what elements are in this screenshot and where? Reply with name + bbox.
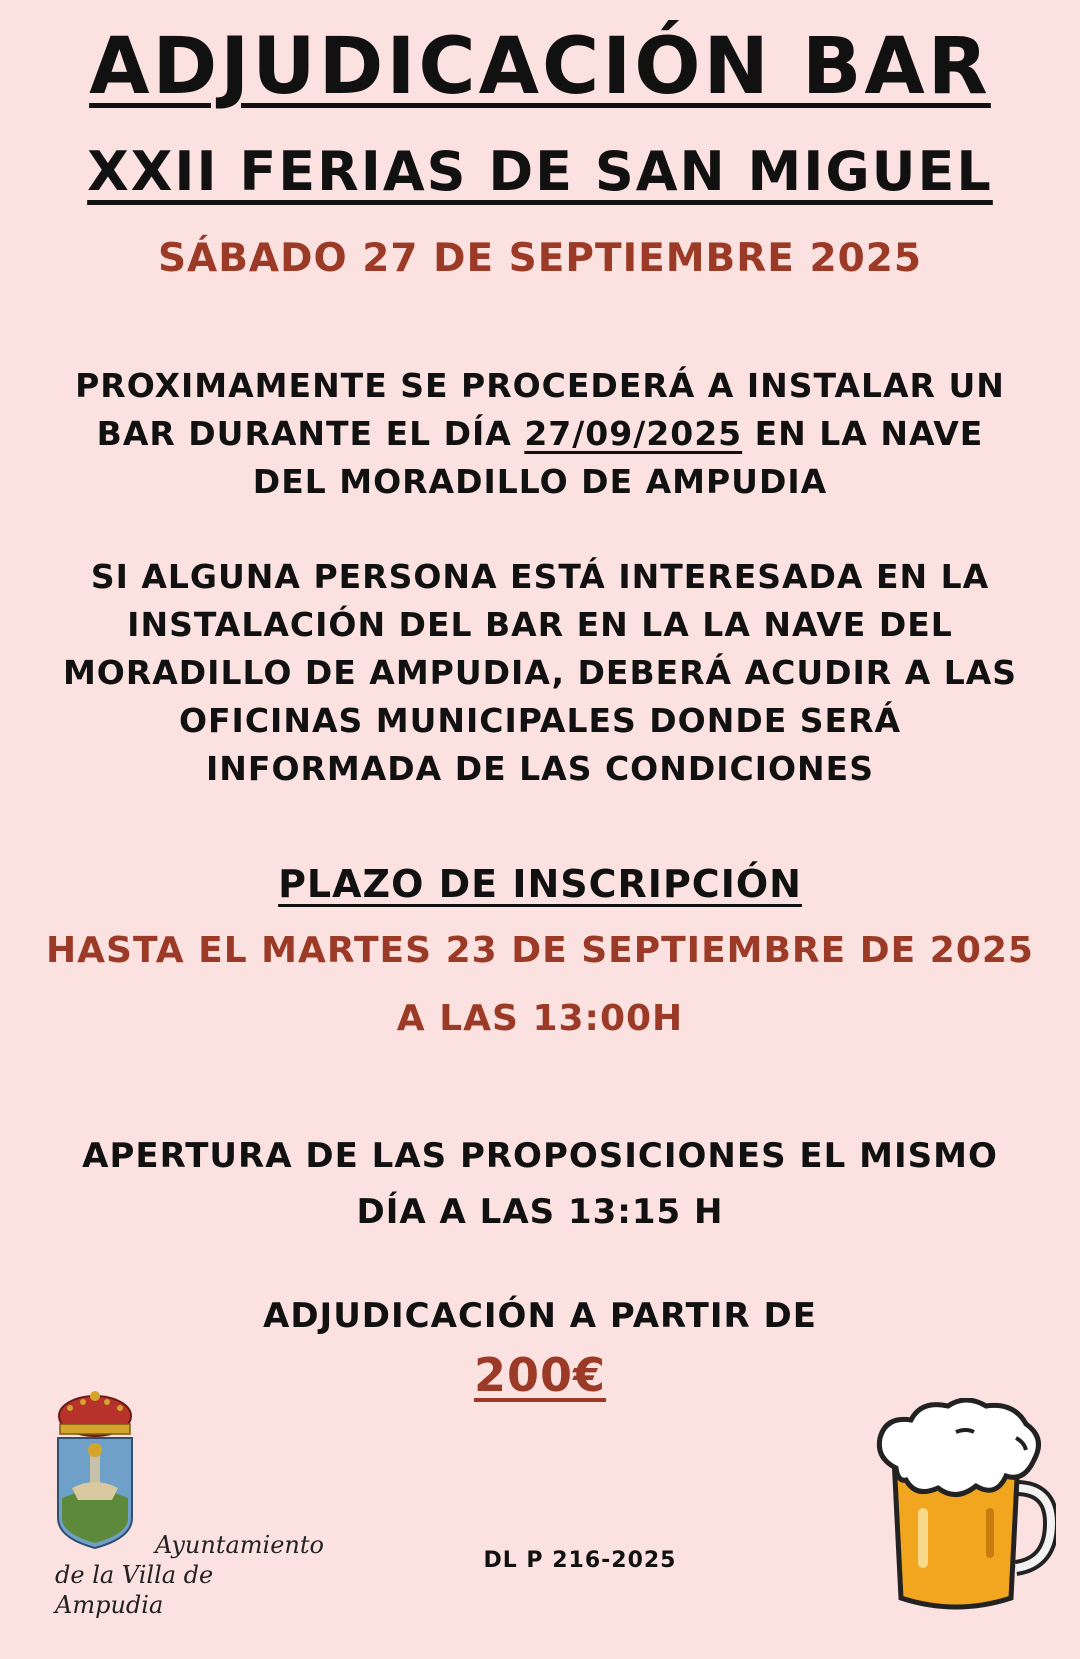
installation-notice [0, 362, 1080, 506]
install-date: 27/09/2025 [524, 414, 743, 453]
poster-title: ADJUDICACIÓN BAR [89, 22, 991, 112]
beer-mug-icon [866, 1398, 1056, 1618]
award-from-label: ADJUDICACIÓN A PARTIR DE [263, 1296, 817, 1336]
notice-line: BAR DURANTE EL DÍA 27/09/2025 EN LA NAVE [96, 414, 984, 453]
interest-notice [0, 553, 1080, 793]
event-date: SÁBADO 27 DE SEPTIEMBRE 2025 [157, 236, 923, 281]
notice-line: INFORMADA DE LAS CONDICIONES [206, 749, 874, 788]
notice-line: OFICINAS MUNICIPALES DONDE SERÁ [178, 701, 902, 740]
notice-line: MORADILLO DE AMPUDIA, DEBERÁ ACUDIR A LAS [62, 653, 1018, 692]
notice-line: SI ALGUNA PERSONA ESTÁ INTERESADA EN LA [90, 557, 990, 596]
registration-heading: PLAZO DE INSCRIPCIÓN [278, 862, 802, 906]
poster-subtitle: XXII FERIAS DE SAN MIGUEL [87, 140, 993, 203]
notice-line: INSTALACIÓN DEL BAR EN LA LA NAVE DEL [127, 605, 953, 644]
registration-deadline: HASTA EL MARTES 23 DE SEPTIEMBRE DE 2025 [46, 930, 1034, 971]
minimum-price: 200€ [473, 1348, 607, 1402]
registration-deadline-time: A LAS 13:00H [396, 998, 684, 1039]
town-hall-name: Ayuntamiento de la Villa de Ampudia [55, 1531, 324, 1619]
notice-line: DEL MORADILLO DE AMPUDIA [252, 462, 828, 501]
legal-deposit: DL P 216-2025 [483, 1548, 677, 1573]
notice-line: PROXIMAMENTE SE PROCEDERÁ A INSTALAR UN [75, 366, 1005, 405]
proposals-opening: APERTURA DE LAS PROPOSICIONES EL MISMO DÍA A LAS 13:15 H [82, 1136, 998, 1232]
